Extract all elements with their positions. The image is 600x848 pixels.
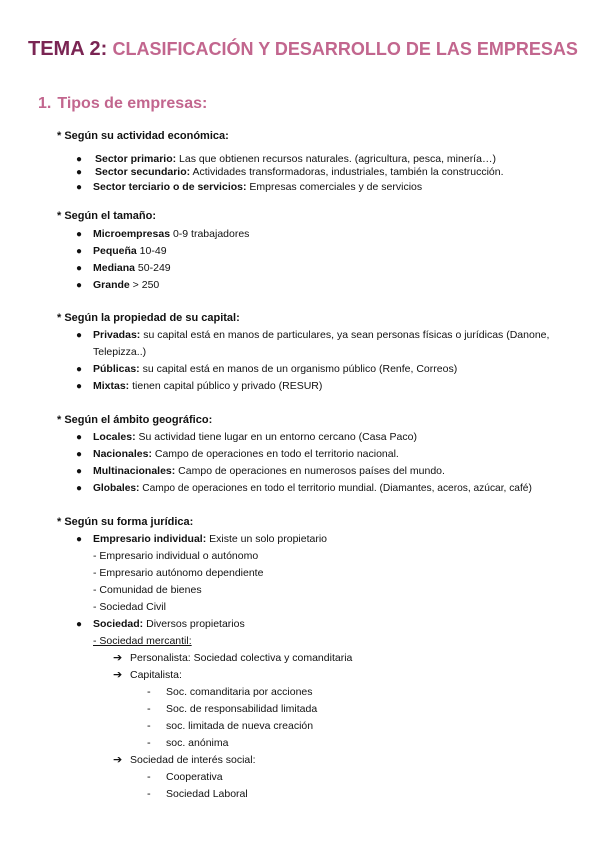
- arrow-icon: ➔: [113, 669, 123, 681]
- sub-item: - Sociedad Civil: [93, 601, 166, 613]
- tamano-title: * Según el tamaño:: [57, 210, 157, 222]
- list-item: Mediana 50-249: [93, 262, 171, 274]
- forma-title: * Según su forma jurídica:: [57, 516, 194, 528]
- arrow-icon: ➔: [113, 652, 123, 664]
- bullet: ●: [76, 330, 83, 341]
- ambito-title: * Según el ámbito geográfico:: [57, 414, 213, 426]
- dash-item: Soc. de responsabilidad limitada: [166, 703, 318, 715]
- list-item: Sector primario: Las que obtienen recursos naturales. (agricultura, pesca, minería…): [95, 153, 496, 165]
- document-title: [28, 38, 578, 61]
- dash-marker: -: [147, 720, 151, 732]
- dash-item: soc. limitada de nueva creación: [166, 720, 314, 732]
- list-item: Pequeña 10-49: [93, 245, 167, 257]
- list-item-continuation: Telepizza..): [93, 346, 147, 358]
- list-item: Sociedad: Diversos propietarios: [93, 618, 245, 630]
- sub-item-mercantil: - Sociedad mercantil:: [93, 635, 192, 647]
- arrow-icon: ➔: [113, 754, 123, 766]
- bullet: ●: [76, 534, 83, 545]
- bullet: ●: [76, 364, 83, 375]
- bullet: ●: [76, 167, 83, 178]
- list-item: Sector terciario o de servicios: Empresas comerciales y de servicios: [93, 181, 423, 193]
- title-prefix: TEMA 2:: [28, 38, 108, 60]
- bullet: ●: [76, 246, 83, 257]
- dash-marker: -: [147, 703, 151, 715]
- sub-item: - Empresario autónomo dependiente: [93, 567, 264, 579]
- dash-marker: -: [147, 686, 151, 698]
- propiedad-title: * Según la propiedad de su capital:: [57, 312, 240, 324]
- bullet: ●: [76, 449, 83, 460]
- dash-marker: -: [147, 737, 151, 749]
- bullet: ●: [76, 619, 83, 630]
- list-item: Privadas: su capital está en manos de particulares, ya sean personas físicas o jurídicas (Danone,: [93, 329, 550, 341]
- list-item: Sector secundario: Actividades transformadoras, industriales, también la construcción.: [95, 166, 504, 178]
- section-title: Tipos de empresas:: [57, 95, 208, 112]
- arrow-item: Capitalista:: [130, 669, 182, 681]
- list-item: Nacionales: Campo de operaciones en todo el territorio nacional.: [93, 448, 399, 460]
- bullet: ●: [76, 154, 83, 165]
- list-item: Microempresas 0-9 trabajadores: [93, 228, 250, 240]
- bullet: ●: [76, 432, 83, 443]
- list-item: Grande > 250: [93, 279, 160, 291]
- bullet: ●: [76, 280, 83, 291]
- list-item: Empresario individual: Existe un solo propietario: [93, 533, 328, 545]
- bullet: ●: [76, 381, 83, 392]
- list-item: Globales: Campo de operaciones en todo el territorio mundial. (Diamantes, aceros, azúcar, café): [93, 483, 532, 494]
- dash-marker: -: [147, 788, 151, 800]
- list-item: Públicas: su capital está en manos de un organismo público (Renfe, Correos): [93, 363, 458, 375]
- dash-item: Sociedad Laboral: [166, 788, 248, 800]
- dash-marker: -: [147, 771, 151, 783]
- dash-item: Soc. comanditaria por acciones: [166, 686, 313, 698]
- section-number: 1.: [38, 95, 52, 112]
- title-text: CLASIFICACIÓN Y DESARROLLO DE LAS EMPRESAS: [112, 39, 578, 59]
- dash-item: soc. anónima: [166, 737, 229, 749]
- dash-item: Cooperativa: [166, 771, 223, 783]
- actividad-title: * Según su actividad económica:: [57, 130, 229, 142]
- section-heading: [38, 95, 207, 113]
- list-item: Locales: Su actividad tiene lugar en un entorno cercano (Casa Paco): [93, 431, 417, 443]
- bullet: ●: [76, 182, 83, 193]
- bullet: ●: [76, 483, 83, 494]
- list-item: Multinacionales: Campo de operaciones en numerosos países del mundo.: [93, 465, 445, 477]
- list-item: Mixtas: tienen capital público y privado (RESUR): [93, 380, 323, 392]
- arrow-item: Personalista: Sociedad colectiva y comanditaria: [130, 652, 353, 664]
- sub-item: - Comunidad de bienes: [93, 584, 202, 596]
- sub-item: - Empresario individual o autónomo: [93, 550, 259, 562]
- bullet: ●: [76, 466, 83, 477]
- bullet: ●: [76, 229, 83, 240]
- bullet: ●: [76, 263, 83, 274]
- arrow-item: Sociedad de interés social:: [130, 754, 256, 766]
